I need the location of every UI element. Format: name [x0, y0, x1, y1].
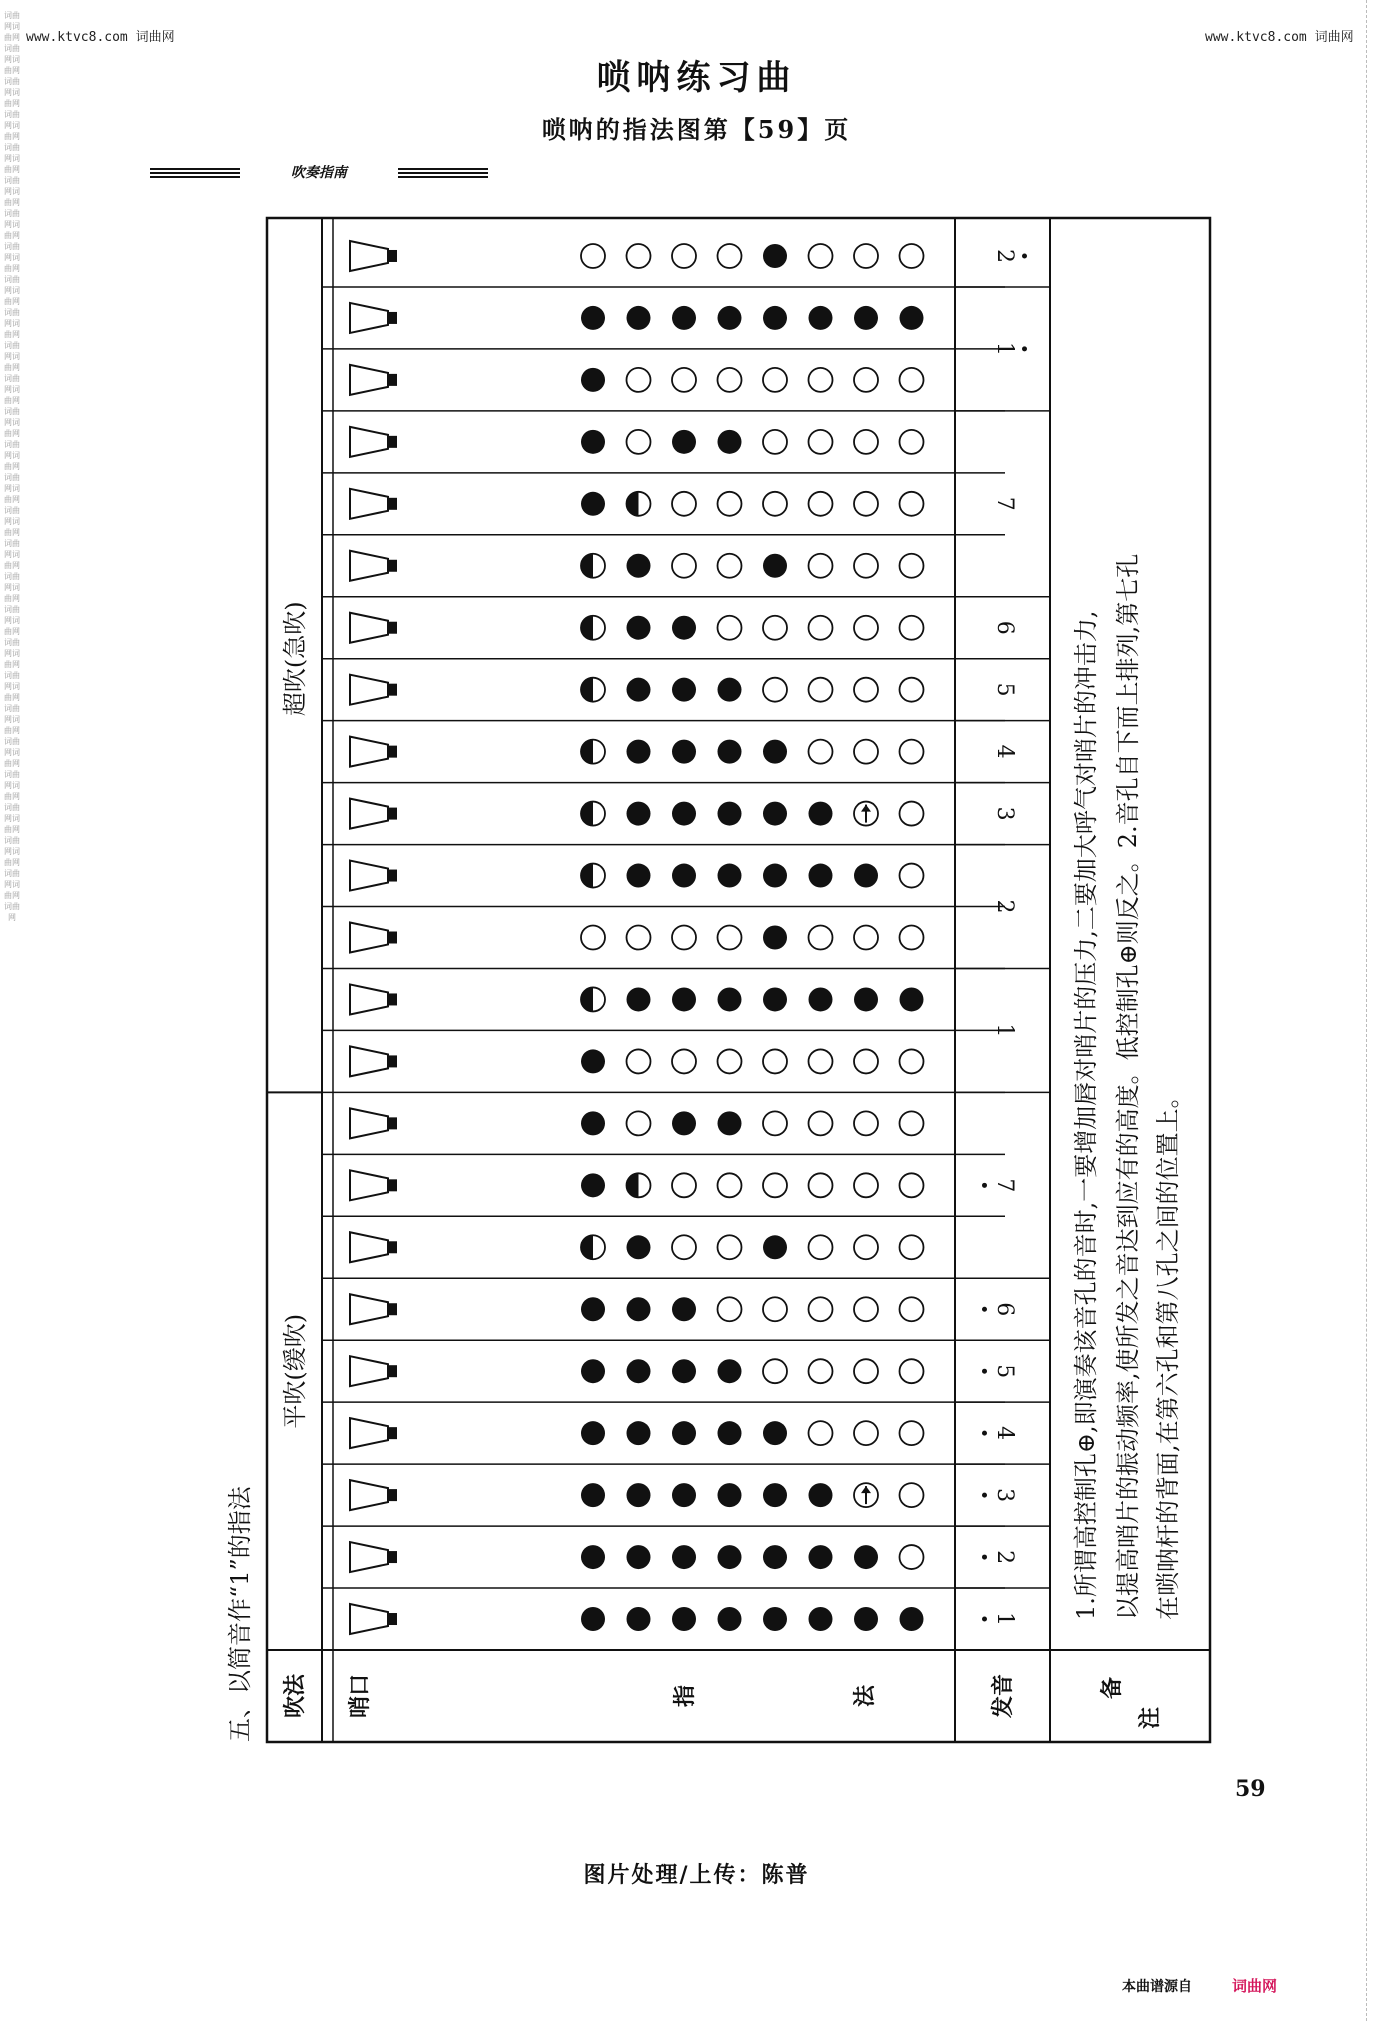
hole-closed-icon [763, 1235, 787, 1259]
hole-closed-icon [718, 1359, 742, 1383]
note-label: 6 [992, 620, 1017, 635]
hole-closed-icon [627, 1421, 651, 1445]
hole-closed-icon [627, 1297, 651, 1321]
hole-open-icon [900, 1173, 924, 1197]
hole-open-icon [809, 244, 833, 268]
hole-closed-icon [809, 1607, 833, 1631]
reed-tip-icon [388, 250, 397, 262]
reed-icon [350, 489, 388, 519]
hole-open-icon [763, 1111, 787, 1135]
reed-icon [350, 1232, 388, 1262]
hole-closed-icon [809, 306, 833, 330]
hole-open-icon [718, 368, 742, 392]
note-label: 7 [992, 1178, 1017, 1193]
hole-half-fill-icon [581, 554, 593, 578]
hole-open-icon [900, 678, 924, 702]
hole-closed-icon [763, 306, 787, 330]
reed-tip-icon [388, 498, 397, 510]
hole-open-icon [854, 1111, 878, 1135]
octave-dot-low [982, 1431, 987, 1436]
hole-closed-icon [581, 1421, 605, 1445]
hole-open-icon [672, 244, 696, 268]
hole-open-icon [854, 1359, 878, 1383]
hole-closed-icon [718, 1421, 742, 1445]
reed-icon [350, 984, 388, 1014]
hole-open-icon [809, 368, 833, 392]
hole-open-icon [627, 926, 651, 950]
hole-closed-icon [809, 802, 833, 826]
hole-closed-icon [763, 244, 787, 268]
hole-closed-icon [672, 430, 696, 454]
hole-half-fill-icon [627, 1173, 639, 1197]
hole-closed-icon [900, 987, 924, 1011]
hole-closed-icon [718, 678, 742, 702]
hole-open-icon [900, 1545, 924, 1569]
hole-closed-icon [763, 926, 787, 950]
note-label: 6 [992, 1302, 1017, 1317]
hole-open-icon [718, 554, 742, 578]
reed-tip-icon [388, 1241, 397, 1253]
hole-open-icon [900, 1483, 924, 1507]
hole-closed-icon [809, 1545, 833, 1569]
hole-closed-icon [718, 802, 742, 826]
hole-open-icon [763, 368, 787, 392]
hole-closed-icon [763, 1483, 787, 1507]
hole-closed-icon [581, 1607, 605, 1631]
hole-closed-icon [627, 306, 651, 330]
hole-closed-icon [627, 740, 651, 764]
upload-credit: 图片处理/上传：陈普 [583, 1862, 810, 1888]
note-label: 1 [992, 341, 1017, 356]
header-fingering-a: 指 [672, 1684, 698, 1708]
hole-open-icon [763, 1297, 787, 1321]
hole-closed-icon [763, 1607, 787, 1631]
hole-closed-icon [672, 616, 696, 640]
octave-dot-low [982, 1307, 987, 1312]
hole-closed-icon [854, 1545, 878, 1569]
source-label: 本曲谱源自 [1122, 1979, 1192, 1995]
hole-closed-icon [763, 802, 787, 826]
hole-open-icon [854, 926, 878, 950]
hole-closed-icon [627, 864, 651, 888]
hole-half-fill-icon [581, 678, 593, 702]
hole-closed-icon [627, 1545, 651, 1569]
hole-open-icon [809, 1049, 833, 1073]
hole-open-icon [900, 1297, 924, 1321]
group-label-1: 超吹(急吹) [281, 601, 309, 717]
hole-open-icon [763, 616, 787, 640]
hole-closed-icon [627, 678, 651, 702]
hole-closed-icon [763, 987, 787, 1011]
hole-half-fill-icon [581, 740, 593, 764]
hole-open-icon [809, 492, 833, 516]
header-note: 发音 [990, 1673, 1016, 1719]
hole-open-icon [854, 1235, 878, 1259]
reed-tip-icon [388, 932, 397, 944]
hole-closed-icon [763, 864, 787, 888]
hole-closed-icon [627, 1607, 651, 1631]
hole-closed-icon [581, 1545, 605, 1569]
reed-icon [350, 1542, 388, 1572]
hole-open-icon [763, 678, 787, 702]
hole-open-icon [809, 1173, 833, 1197]
reed-icon [350, 613, 388, 643]
hole-open-icon [809, 1421, 833, 1445]
octave-dot-low [982, 1555, 987, 1560]
hole-closed-icon [854, 306, 878, 330]
page-subtitle: 唢呐的指法图第【59】页 [541, 115, 852, 144]
reed-tip-icon [388, 1551, 397, 1563]
note-label: 4 [992, 744, 1017, 759]
hole-open-icon [627, 1111, 651, 1135]
hole-open-icon [900, 1111, 924, 1135]
hole-open-icon [854, 678, 878, 702]
hole-open-icon [763, 430, 787, 454]
hole-open-icon [672, 492, 696, 516]
hole-open-icon [900, 926, 924, 950]
header-fingering-b: 法 [852, 1684, 878, 1708]
hole-open-icon [854, 492, 878, 516]
reed-icon [350, 1418, 388, 1448]
hole-open-icon [900, 244, 924, 268]
reed-tip-icon [388, 1179, 397, 1191]
reed-tip-icon [388, 684, 397, 696]
hole-closed-icon [672, 1111, 696, 1135]
hole-closed-icon [627, 1483, 651, 1507]
hole-open-icon [763, 1173, 787, 1197]
reed-tip-icon [388, 1489, 397, 1501]
hole-closed-icon [672, 740, 696, 764]
note-label: 5 [992, 682, 1017, 697]
hole-closed-icon [809, 987, 833, 1011]
hole-open-icon [627, 1049, 651, 1073]
source-brand: 词曲网 [1232, 1977, 1278, 1995]
hole-open-icon [809, 740, 833, 764]
hole-closed-icon [581, 1297, 605, 1321]
hole-open-icon [900, 1235, 924, 1259]
reed-tip-icon [388, 312, 397, 324]
hole-closed-icon [763, 1545, 787, 1569]
hole-closed-icon [581, 1483, 605, 1507]
hole-closed-icon [627, 616, 651, 640]
reed-tip-icon [388, 622, 397, 634]
hole-open-icon [854, 1297, 878, 1321]
hole-closed-icon [581, 306, 605, 330]
hole-closed-icon [718, 864, 742, 888]
hole-closed-icon [627, 987, 651, 1011]
hole-closed-icon [581, 1049, 605, 1073]
remark-line-0: 1.所谓高控制孔⊕,即演奏该音孔的音时,一要增加唇对哨片的压力,二要加大呼气对哨片的冲击力, [1072, 610, 1100, 1620]
reed-icon [350, 551, 388, 581]
reed-icon [350, 365, 388, 395]
hole-open-icon [718, 616, 742, 640]
header-mouthpiece: 哨口 [347, 1673, 373, 1719]
reed-icon [350, 427, 388, 457]
reed-icon [350, 1604, 388, 1634]
hole-half-fill-icon [581, 864, 593, 888]
note-label: 2 [992, 248, 1017, 263]
hole-open-icon [854, 740, 878, 764]
reed-tip-icon [388, 808, 397, 820]
reed-icon [350, 861, 388, 891]
octave-dot-low [982, 1617, 987, 1622]
octave-dot-high [1022, 253, 1027, 258]
reed-tip-icon [388, 560, 397, 572]
hole-closed-icon [581, 1359, 605, 1383]
reed-icon [350, 241, 388, 271]
octave-dot-low [982, 1369, 987, 1374]
hole-open-icon [627, 368, 651, 392]
reed-tip-icon [388, 1303, 397, 1315]
hole-open-icon [900, 492, 924, 516]
hole-open-icon [809, 1359, 833, 1383]
header-blow: 吹法 [282, 1673, 308, 1719]
hole-closed-icon [763, 1421, 787, 1445]
hole-closed-icon [718, 740, 742, 764]
side-watermark: 词曲网词曲网词曲网词曲网词曲网词曲网词曲网词曲网词曲网词曲网词曲网词曲网词曲网词曲网词曲网词曲网词曲网词曲网词曲网词曲网词曲网词曲网词曲网词曲网词曲网词曲网词曲网词曲网词曲网词曲网词曲网词曲网词曲网词曲网词曲网词曲网词曲网词曲网词曲网词曲网词曲网词曲网词曲网词曲网词曲网词曲网词曲网词曲网词曲网词曲网词曲网词曲网词曲网词曲网词曲网 [4, 11, 20, 922]
hole-half-fill-icon [581, 802, 593, 826]
reed-icon [350, 675, 388, 705]
note-label: 1 [992, 1023, 1017, 1038]
section-heading: 五、以简音作“1”的指法 [226, 1486, 254, 1742]
hole-closed-icon [627, 802, 651, 826]
hole-open-icon [672, 1235, 696, 1259]
hole-open-icon [809, 554, 833, 578]
note-label: 3 [992, 1488, 1017, 1503]
hole-open-icon [718, 1297, 742, 1321]
hole-open-icon [809, 1297, 833, 1321]
note-label: 4 [992, 1426, 1017, 1441]
hole-half-fill-icon [581, 1235, 593, 1259]
hole-closed-icon [809, 864, 833, 888]
hole-closed-icon [900, 306, 924, 330]
hole-closed-icon [672, 1607, 696, 1631]
octave-dot-low [982, 1183, 987, 1188]
hole-open-icon [718, 244, 742, 268]
hole-open-icon [854, 244, 878, 268]
hole-half-fill-icon [581, 987, 593, 1011]
reed-tip-icon [388, 374, 397, 386]
hole-closed-icon [672, 1297, 696, 1321]
hole-closed-icon [854, 987, 878, 1011]
hole-closed-icon [672, 1483, 696, 1507]
reed-tip-icon [388, 1427, 397, 1439]
hole-closed-icon [581, 1111, 605, 1135]
reed-icon [350, 799, 388, 829]
hole-closed-icon [763, 740, 787, 764]
hole-open-icon [900, 1049, 924, 1073]
reed-tip-icon [388, 746, 397, 758]
octave-dot-high [1022, 346, 1027, 351]
hole-closed-icon [718, 306, 742, 330]
hole-open-icon [900, 864, 924, 888]
hole-open-icon [809, 616, 833, 640]
site-watermark-right: www.ktvc8.com 词曲网 [1205, 30, 1354, 45]
note-label: 7 [992, 496, 1017, 511]
note-label: 1 [992, 1612, 1017, 1627]
hole-closed-icon [854, 1607, 878, 1631]
hole-closed-icon [672, 678, 696, 702]
hole-open-icon [763, 1359, 787, 1383]
hole-open-icon [763, 492, 787, 516]
hole-closed-icon [672, 306, 696, 330]
reed-icon [350, 1356, 388, 1386]
hole-closed-icon [672, 1421, 696, 1445]
hole-open-icon [763, 1049, 787, 1073]
reed-tip-icon [388, 1117, 397, 1129]
reed-icon [350, 303, 388, 333]
hole-open-icon [809, 678, 833, 702]
hole-open-icon [718, 1173, 742, 1197]
page-number: 59 [1235, 1776, 1266, 1802]
hole-closed-icon [718, 1111, 742, 1135]
hole-closed-icon [672, 864, 696, 888]
hole-open-icon [718, 1235, 742, 1259]
guide-label: 吹奏指南 [290, 165, 347, 181]
hole-closed-icon [581, 1173, 605, 1197]
hole-closed-icon [672, 1359, 696, 1383]
hole-open-icon [854, 1421, 878, 1445]
reed-icon [350, 1480, 388, 1510]
hole-open-icon [854, 368, 878, 392]
hole-closed-icon [627, 554, 651, 578]
hole-open-icon [809, 430, 833, 454]
hole-open-icon [900, 554, 924, 578]
header-remarks-b: 注 [1137, 1706, 1163, 1730]
hole-closed-icon [718, 1607, 742, 1631]
reed-tip-icon [388, 993, 397, 1005]
reed-icon [350, 1108, 388, 1138]
hole-open-icon [900, 430, 924, 454]
hole-open-icon [672, 926, 696, 950]
hole-open-icon [900, 616, 924, 640]
remark-line-2: 在唢呐杆的背面,在第六孔和第八孔之间的位置上。 [1154, 1084, 1182, 1620]
hole-open-icon [900, 368, 924, 392]
header-remarks-a: 备 [1099, 1676, 1125, 1700]
reed-tip-icon [388, 1613, 397, 1625]
hole-open-icon [854, 616, 878, 640]
hole-closed-icon [718, 987, 742, 1011]
hole-open-icon [718, 492, 742, 516]
hole-closed-icon [581, 368, 605, 392]
reed-tip-icon [388, 436, 397, 448]
reed-tip-icon [388, 1365, 397, 1377]
note-label: 5 [992, 1364, 1017, 1379]
hole-open-icon [718, 1049, 742, 1073]
hole-closed-icon [581, 430, 605, 454]
hole-closed-icon [672, 802, 696, 826]
hole-open-icon [581, 926, 605, 950]
hole-open-icon [627, 244, 651, 268]
hole-closed-icon [763, 554, 787, 578]
hole-closed-icon [581, 492, 605, 516]
hole-open-icon [900, 802, 924, 826]
hole-open-icon [809, 1235, 833, 1259]
hole-closed-icon [854, 864, 878, 888]
reed-icon [350, 1046, 388, 1076]
reed-icon [350, 1294, 388, 1324]
reed-icon [350, 737, 388, 767]
hole-open-icon [672, 368, 696, 392]
hole-open-icon [809, 1111, 833, 1135]
hole-open-icon [900, 1421, 924, 1445]
hole-half-fill-icon [581, 616, 593, 640]
hole-open-icon [900, 1359, 924, 1383]
hole-open-icon [854, 554, 878, 578]
hole-open-icon [718, 926, 742, 950]
note-label: 2 [992, 899, 1017, 914]
hole-closed-icon [672, 987, 696, 1011]
page-title: 唢呐练习曲 [596, 58, 797, 98]
hole-closed-icon [809, 1483, 833, 1507]
hole-open-icon [854, 1049, 878, 1073]
hole-open-icon [672, 1173, 696, 1197]
hole-open-icon [581, 244, 605, 268]
note-label: 2 [992, 1550, 1017, 1565]
hole-closed-icon [900, 1607, 924, 1631]
hole-open-icon [854, 1173, 878, 1197]
hole-closed-icon [627, 1359, 651, 1383]
reed-icon [350, 923, 388, 953]
hole-open-icon [672, 554, 696, 578]
reed-tip-icon [388, 1055, 397, 1067]
hole-closed-icon [672, 1545, 696, 1569]
source-note [1122, 1975, 1277, 1996]
hole-closed-icon [627, 1235, 651, 1259]
hole-closed-icon [718, 1545, 742, 1569]
hole-open-icon [627, 430, 651, 454]
reed-icon [350, 1170, 388, 1200]
hole-closed-icon [718, 430, 742, 454]
group-label-0: 平吹(缓吹) [281, 1313, 309, 1429]
hole-closed-icon [718, 1483, 742, 1507]
remark-line-1: 以提高哨片的振动频率,使所发之音达到应有的高度。低控制孔⊕则反之。2.音孔自下而上排列,第七孔 [1114, 553, 1142, 1620]
reed-tip-icon [388, 870, 397, 882]
hole-open-icon [854, 430, 878, 454]
hole-open-icon [900, 740, 924, 764]
octave-dot-low [982, 1493, 987, 1498]
hole-open-icon [809, 926, 833, 950]
note-label: 3 [992, 806, 1017, 821]
site-watermark-left: www.ktvc8.com 词曲网 [26, 30, 175, 45]
hole-half-fill-icon [627, 492, 639, 516]
hole-open-icon [672, 1049, 696, 1073]
